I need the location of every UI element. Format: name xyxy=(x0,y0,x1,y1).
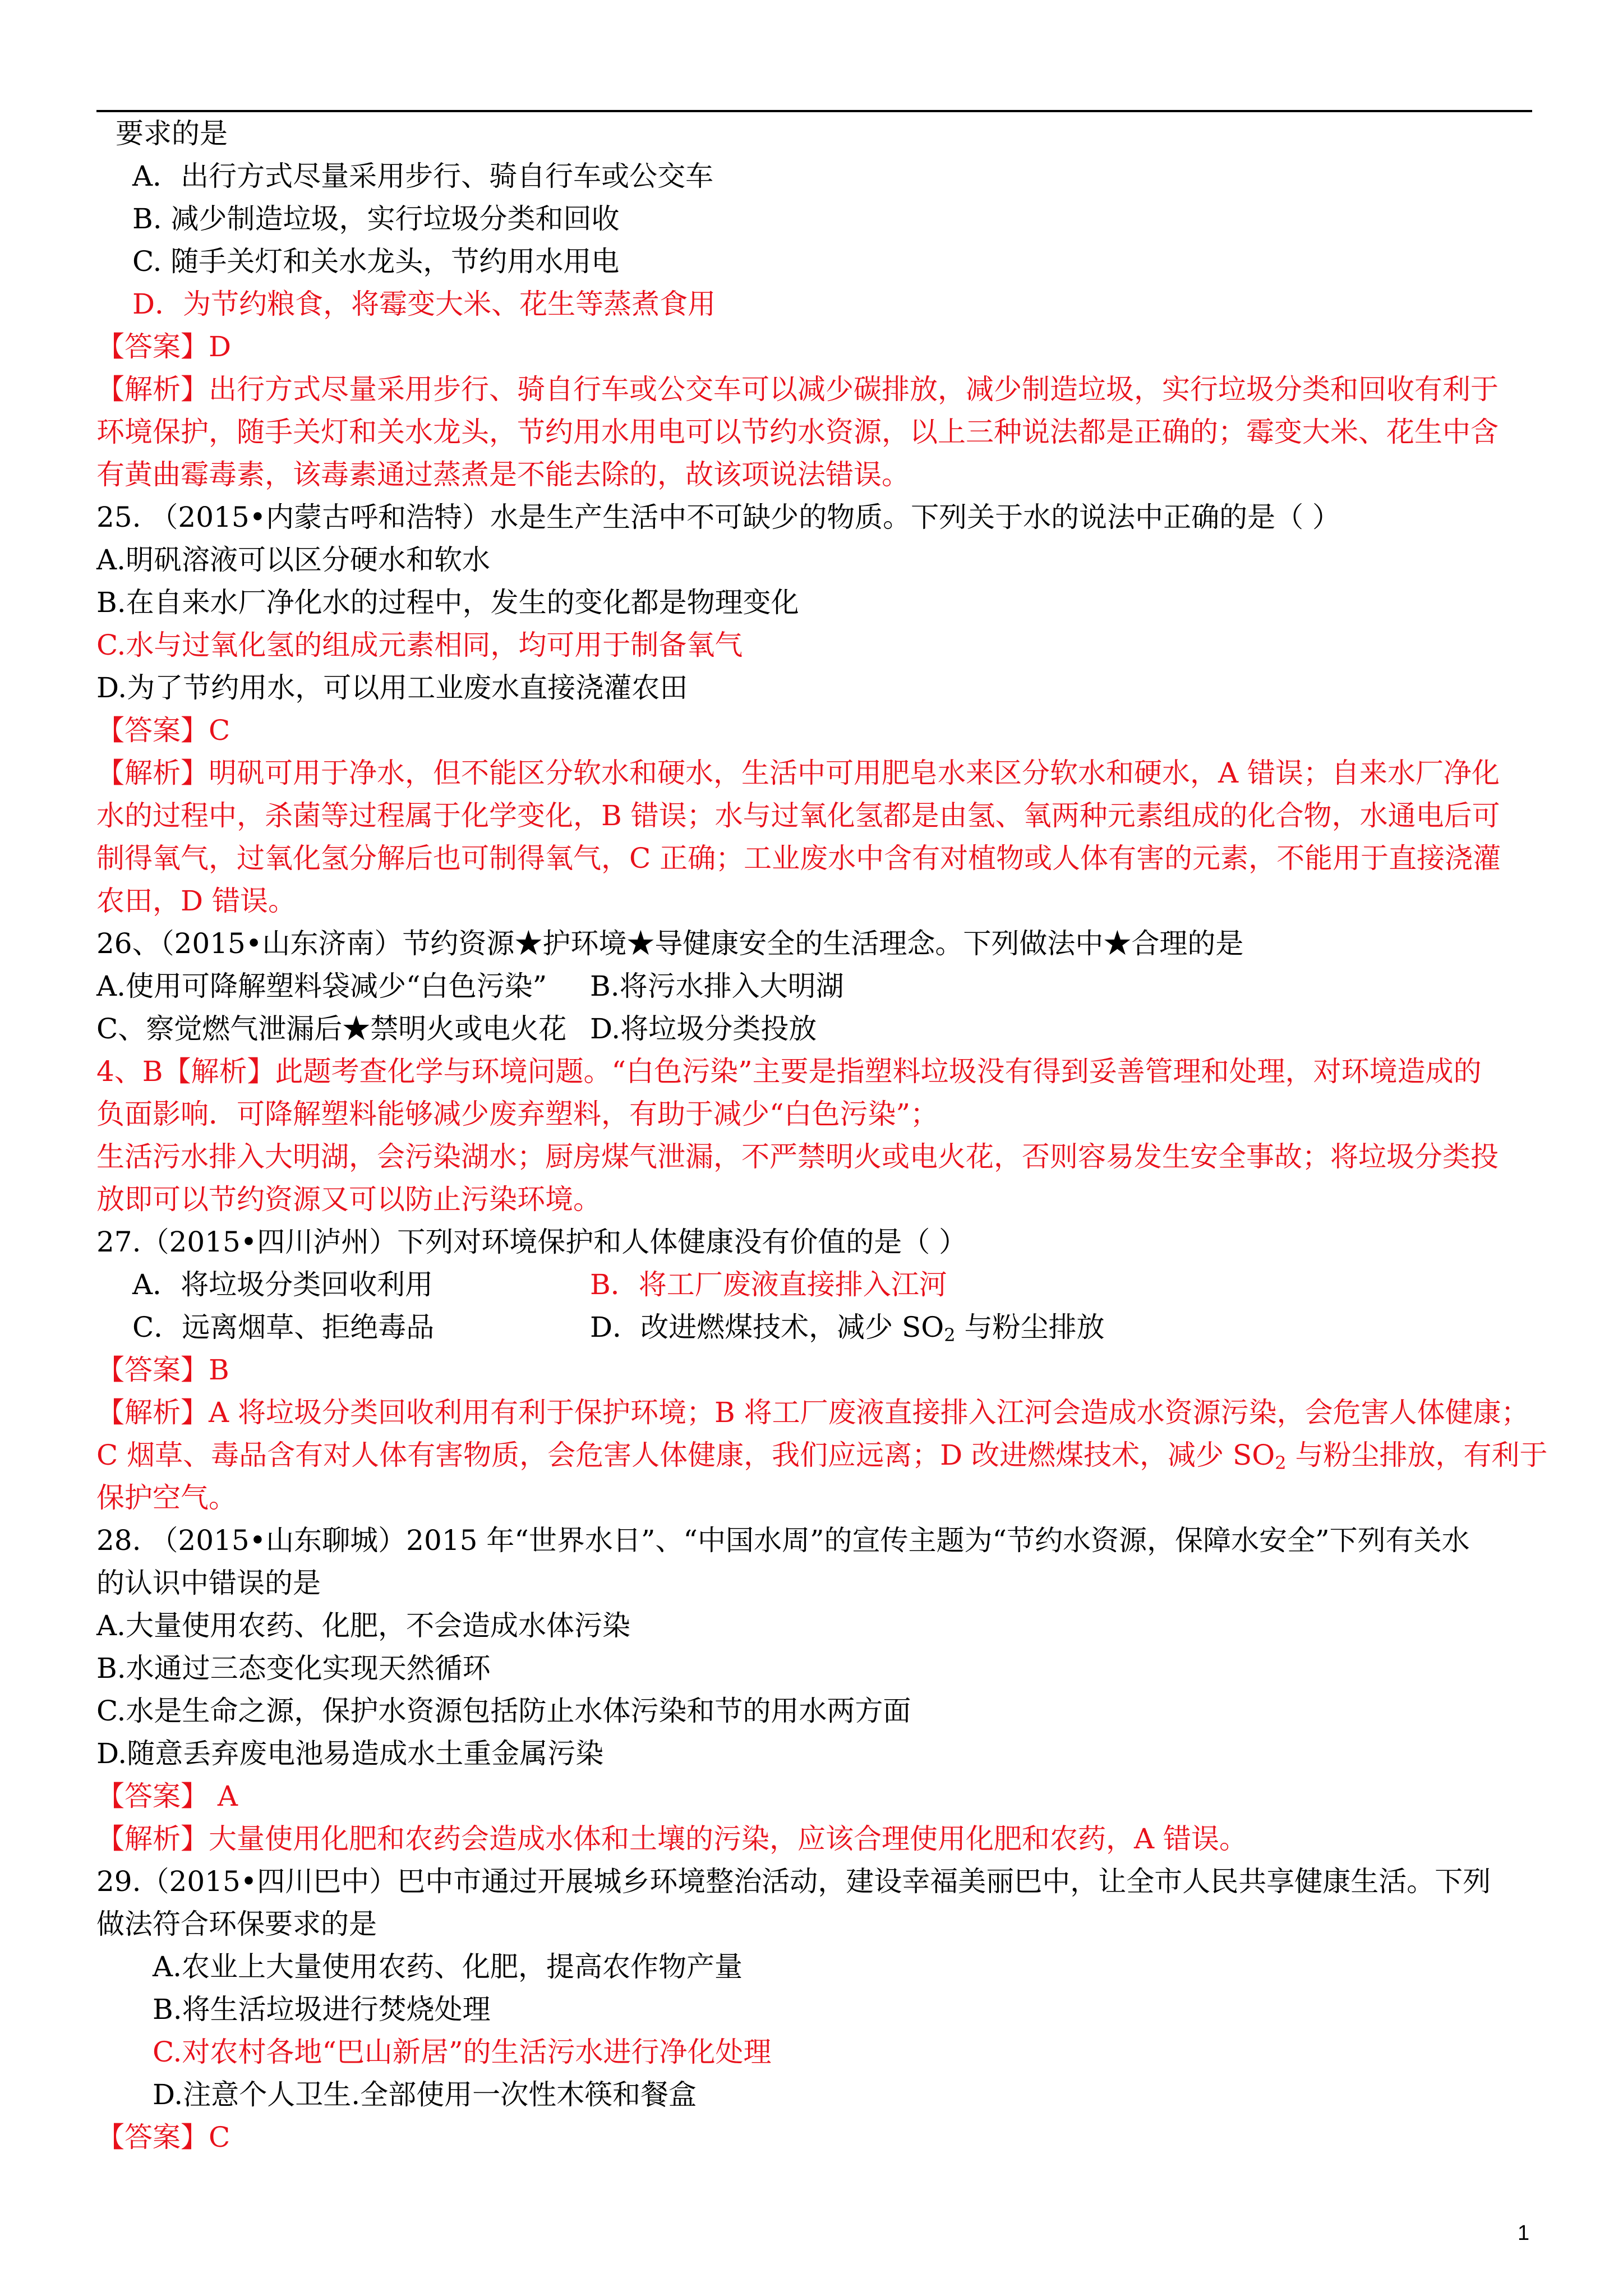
line-text: 【答案】 A xyxy=(96,1780,238,1812)
line-text: 【解析】A 将垃圾分类回收利用有利于保护环境；B 将工厂废液直接排入江河会造成水资源污染，会危害人体健康； xyxy=(96,1396,1529,1429)
text-line xyxy=(96,1732,1532,1775)
line-text: C、察觉燃气泄漏后★禁明火或电火花 xyxy=(96,1013,567,1045)
line-text: 【解析】出行方式尽量采用步行、骑自行车或公交车可以减少碳排放，减少制造垃圾，实行垃圾分类和回收有利于 xyxy=(96,373,1498,406)
line-text: 【答案】B xyxy=(96,1354,229,1386)
line-text: 26、（2015•山东济南）节约资源★护环境★导健康安全的生活理念。下列做法中★合理的是 xyxy=(96,927,1244,960)
text-line xyxy=(96,1050,1532,1093)
text-line xyxy=(96,752,1532,794)
subscript: 2 xyxy=(1275,1452,1287,1474)
text-line xyxy=(96,1135,1532,1178)
text-line xyxy=(96,666,1532,709)
line-text: D．为节约粮食，将霉变大米、花生等蒸煮食用 xyxy=(132,288,716,320)
line-text: 环境保护，随手关灯和关水龙头，节约用水用电可以节约水资源，以上三种说法都是正确的；霉变大米、花生中含 xyxy=(96,416,1498,448)
line-text: 制得氧气，过氧化氢分解后也可制得氧气，C 正确；工业废水中含有对植物或人体有害的元素，不能用于直接浇灌 xyxy=(96,842,1501,875)
text-line xyxy=(96,624,1532,666)
line-text-after: 与粉尘排放，有利于 xyxy=(1286,1439,1548,1471)
text-line xyxy=(96,581,1532,624)
line-text: 保护空气。 xyxy=(96,1481,237,1514)
line-text: A.明矾溶液可以区分硬水和软水 xyxy=(96,544,491,576)
text-line xyxy=(96,1860,1532,1903)
page-number: 1 xyxy=(1518,2221,1530,2245)
line-text: 【答案】D xyxy=(96,330,232,363)
line-text: 【答案】C xyxy=(96,2121,230,2154)
text-line xyxy=(96,709,1532,752)
line-text: 有黄曲霉毒素，该毒素通过蒸煮是不能去除的，故该项说法错误。 xyxy=(96,458,910,491)
line-text: D.为了节约用水，可以用工业废水直接浇灌农田 xyxy=(96,671,688,704)
subscript: 2 xyxy=(944,1324,956,1346)
text-line xyxy=(96,1519,1532,1562)
line-text: C.水是生命之源，保护水资源包括防止水体污染和节的用水两方面 xyxy=(96,1695,911,1727)
line-text: 【解析】大量使用化肥和农药会造成水体和土壤的污染，应该合理使用化肥和农药，A 错误。 xyxy=(96,1823,1247,1855)
option-text: B.将污水排入大明湖 xyxy=(590,970,844,1002)
text-line xyxy=(96,2031,1532,2073)
line-text: C 烟草、毒品含有对人体有害物质，会危害人体健康，我们应远离；D 改进燃煤技术，减少 SO xyxy=(96,1439,1275,1471)
line-text: A.大量使用农药、化肥，不会造成水体污染 xyxy=(96,1609,631,1642)
document-body xyxy=(96,112,1548,2159)
line-text: 25. （2015•内蒙古呼和浩特）水是生产生活中不可缺少的物质。下列关于水的说法中正确的是（ ） xyxy=(96,501,1341,533)
text-line xyxy=(96,880,1532,922)
line-text: B.在自来水厂净化水的过程中，发生的变化都是物理变化 xyxy=(96,586,799,619)
line-text: 4、B【解析】此题考查化学与环境问题。“白色污染”主要是指塑料垃圾没有得到妥善管理和处理，对环境造成的 xyxy=(96,1055,1482,1088)
text-line xyxy=(96,112,1532,155)
text-line xyxy=(96,155,1532,197)
line-text: B. 减少制造垃圾，实行垃圾分类和回收 xyxy=(132,203,620,235)
line-text: C.对农村各地“巴山新居”的生活污水进行净化处理 xyxy=(153,2036,772,2068)
text-line xyxy=(96,1562,1532,1604)
text-line xyxy=(96,1647,1532,1690)
line-text: 做法符合环保要求的是 xyxy=(96,1908,377,1940)
text-line xyxy=(96,1903,1532,1945)
text-line xyxy=(96,1604,1532,1647)
text-line xyxy=(96,453,1532,496)
line-text: 水的过程中，杀菌等过程属于化学变化，B 错误；水与过氧化氢都是由氢、氧两种元素组成的化合物，水通电后可 xyxy=(96,799,1500,832)
text-line xyxy=(96,922,1532,965)
line-text: D.随意丢弃废电池易造成水土重金属污染 xyxy=(96,1737,604,1770)
line-text: 的认识中错误的是 xyxy=(96,1567,321,1599)
text-line xyxy=(96,1178,1532,1221)
text-line xyxy=(96,1007,1532,1050)
text-line xyxy=(96,1476,1532,1519)
line-text: 生活污水排入大明湖，会污染湖水；厨房煤气泄漏，不严禁明火或电火花，否则容易发生安全事故；将垃圾分类投 xyxy=(96,1140,1498,1173)
text-line xyxy=(96,1263,1532,1306)
line-text: 【答案】C xyxy=(96,714,230,747)
text-line xyxy=(96,411,1532,453)
text-line xyxy=(96,1434,1548,1476)
line-text: B.将生活垃圾进行焚烧处理 xyxy=(153,1993,491,2026)
line-text: 农田，D 错误。 xyxy=(96,885,296,917)
line-text: B.水通过三态变化实现天然循环 xyxy=(96,1652,491,1685)
line-text: 28. （2015•山东聊城）2015 年“世界水日”、“中国水周”的宣传主题为“节约水资源，保障水安全”下列有关水 xyxy=(96,1524,1470,1557)
option-text-after: 与粉尘排放 xyxy=(955,1311,1105,1343)
text-line xyxy=(96,794,1532,837)
text-line xyxy=(96,1391,1532,1434)
text-line xyxy=(96,1349,1532,1391)
text-line xyxy=(96,1093,1532,1135)
option-column-2 xyxy=(590,1263,947,1306)
text-line xyxy=(96,1818,1532,1860)
line-text: A．将垃圾分类回收利用 xyxy=(132,1268,434,1301)
line-text: D.注意个人卫生.全部使用一次性木筷和餐盒 xyxy=(153,2078,697,2111)
line-text: A．出行方式尽量采用步行、骑自行车或公交车 xyxy=(132,160,714,192)
text-line xyxy=(96,368,1532,411)
line-text: C. 随手关灯和关水龙头，节约用水用电 xyxy=(132,245,620,278)
line-text: A.农业上大量使用农药、化肥，提高农作物产量 xyxy=(153,1950,743,1983)
line-text: 29.（2015•四川巴中）巴中市通过开展城乡环境整治活动，建设幸福美丽巴中，让全市人民共享健康生活。下列 xyxy=(96,1865,1491,1898)
text-line xyxy=(96,1690,1532,1732)
line-text: 要求的是 xyxy=(116,117,228,150)
option-column-2 xyxy=(590,1306,1105,1349)
text-line xyxy=(96,325,1532,368)
text-line xyxy=(96,283,1532,325)
text-line xyxy=(96,1306,1532,1349)
text-line xyxy=(96,1945,1532,1988)
line-text: C．远离烟草、拒绝毒品 xyxy=(132,1311,435,1343)
option-column-2 xyxy=(590,1007,817,1050)
text-line xyxy=(96,837,1532,880)
option-text: D.将垃圾分类投放 xyxy=(590,1013,817,1045)
text-line xyxy=(96,2073,1532,2116)
text-line xyxy=(96,965,1532,1007)
text-line xyxy=(96,1988,1532,2031)
text-line xyxy=(96,2116,1532,2159)
line-text: 负面影响．可降解塑料能够减少废弃塑料，有助于减少“白色污染”； xyxy=(96,1098,939,1130)
text-line xyxy=(96,1775,1532,1818)
option-column-2 xyxy=(590,965,844,1007)
line-text: C.水与过氧化氢的组成元素相同，均可用于制备氧气 xyxy=(96,629,743,661)
text-line xyxy=(96,240,1532,283)
text-line xyxy=(96,496,1532,539)
line-text: A.使用可降解塑料袋减少“白色污染” xyxy=(96,970,547,1002)
line-text: 【解析】明矾可用于净水，但不能区分软水和硬水，生活中可用肥皂水来区分软水和硬水，A 错误；自来水厂净化 xyxy=(96,757,1500,789)
text-line xyxy=(96,1221,1532,1263)
line-text: 放即可以节约资源又可以防止污染环境。 xyxy=(96,1183,601,1216)
text-line xyxy=(96,197,1532,240)
text-line xyxy=(96,539,1532,581)
option-text: B．将工厂废液直接排入江河 xyxy=(590,1268,947,1301)
line-text: 27.（2015•四川泸州）下列对环境保护和人体健康没有价值的是（ ） xyxy=(96,1226,967,1258)
option-text: D．改进燃煤技术，减少 SO xyxy=(590,1311,944,1343)
